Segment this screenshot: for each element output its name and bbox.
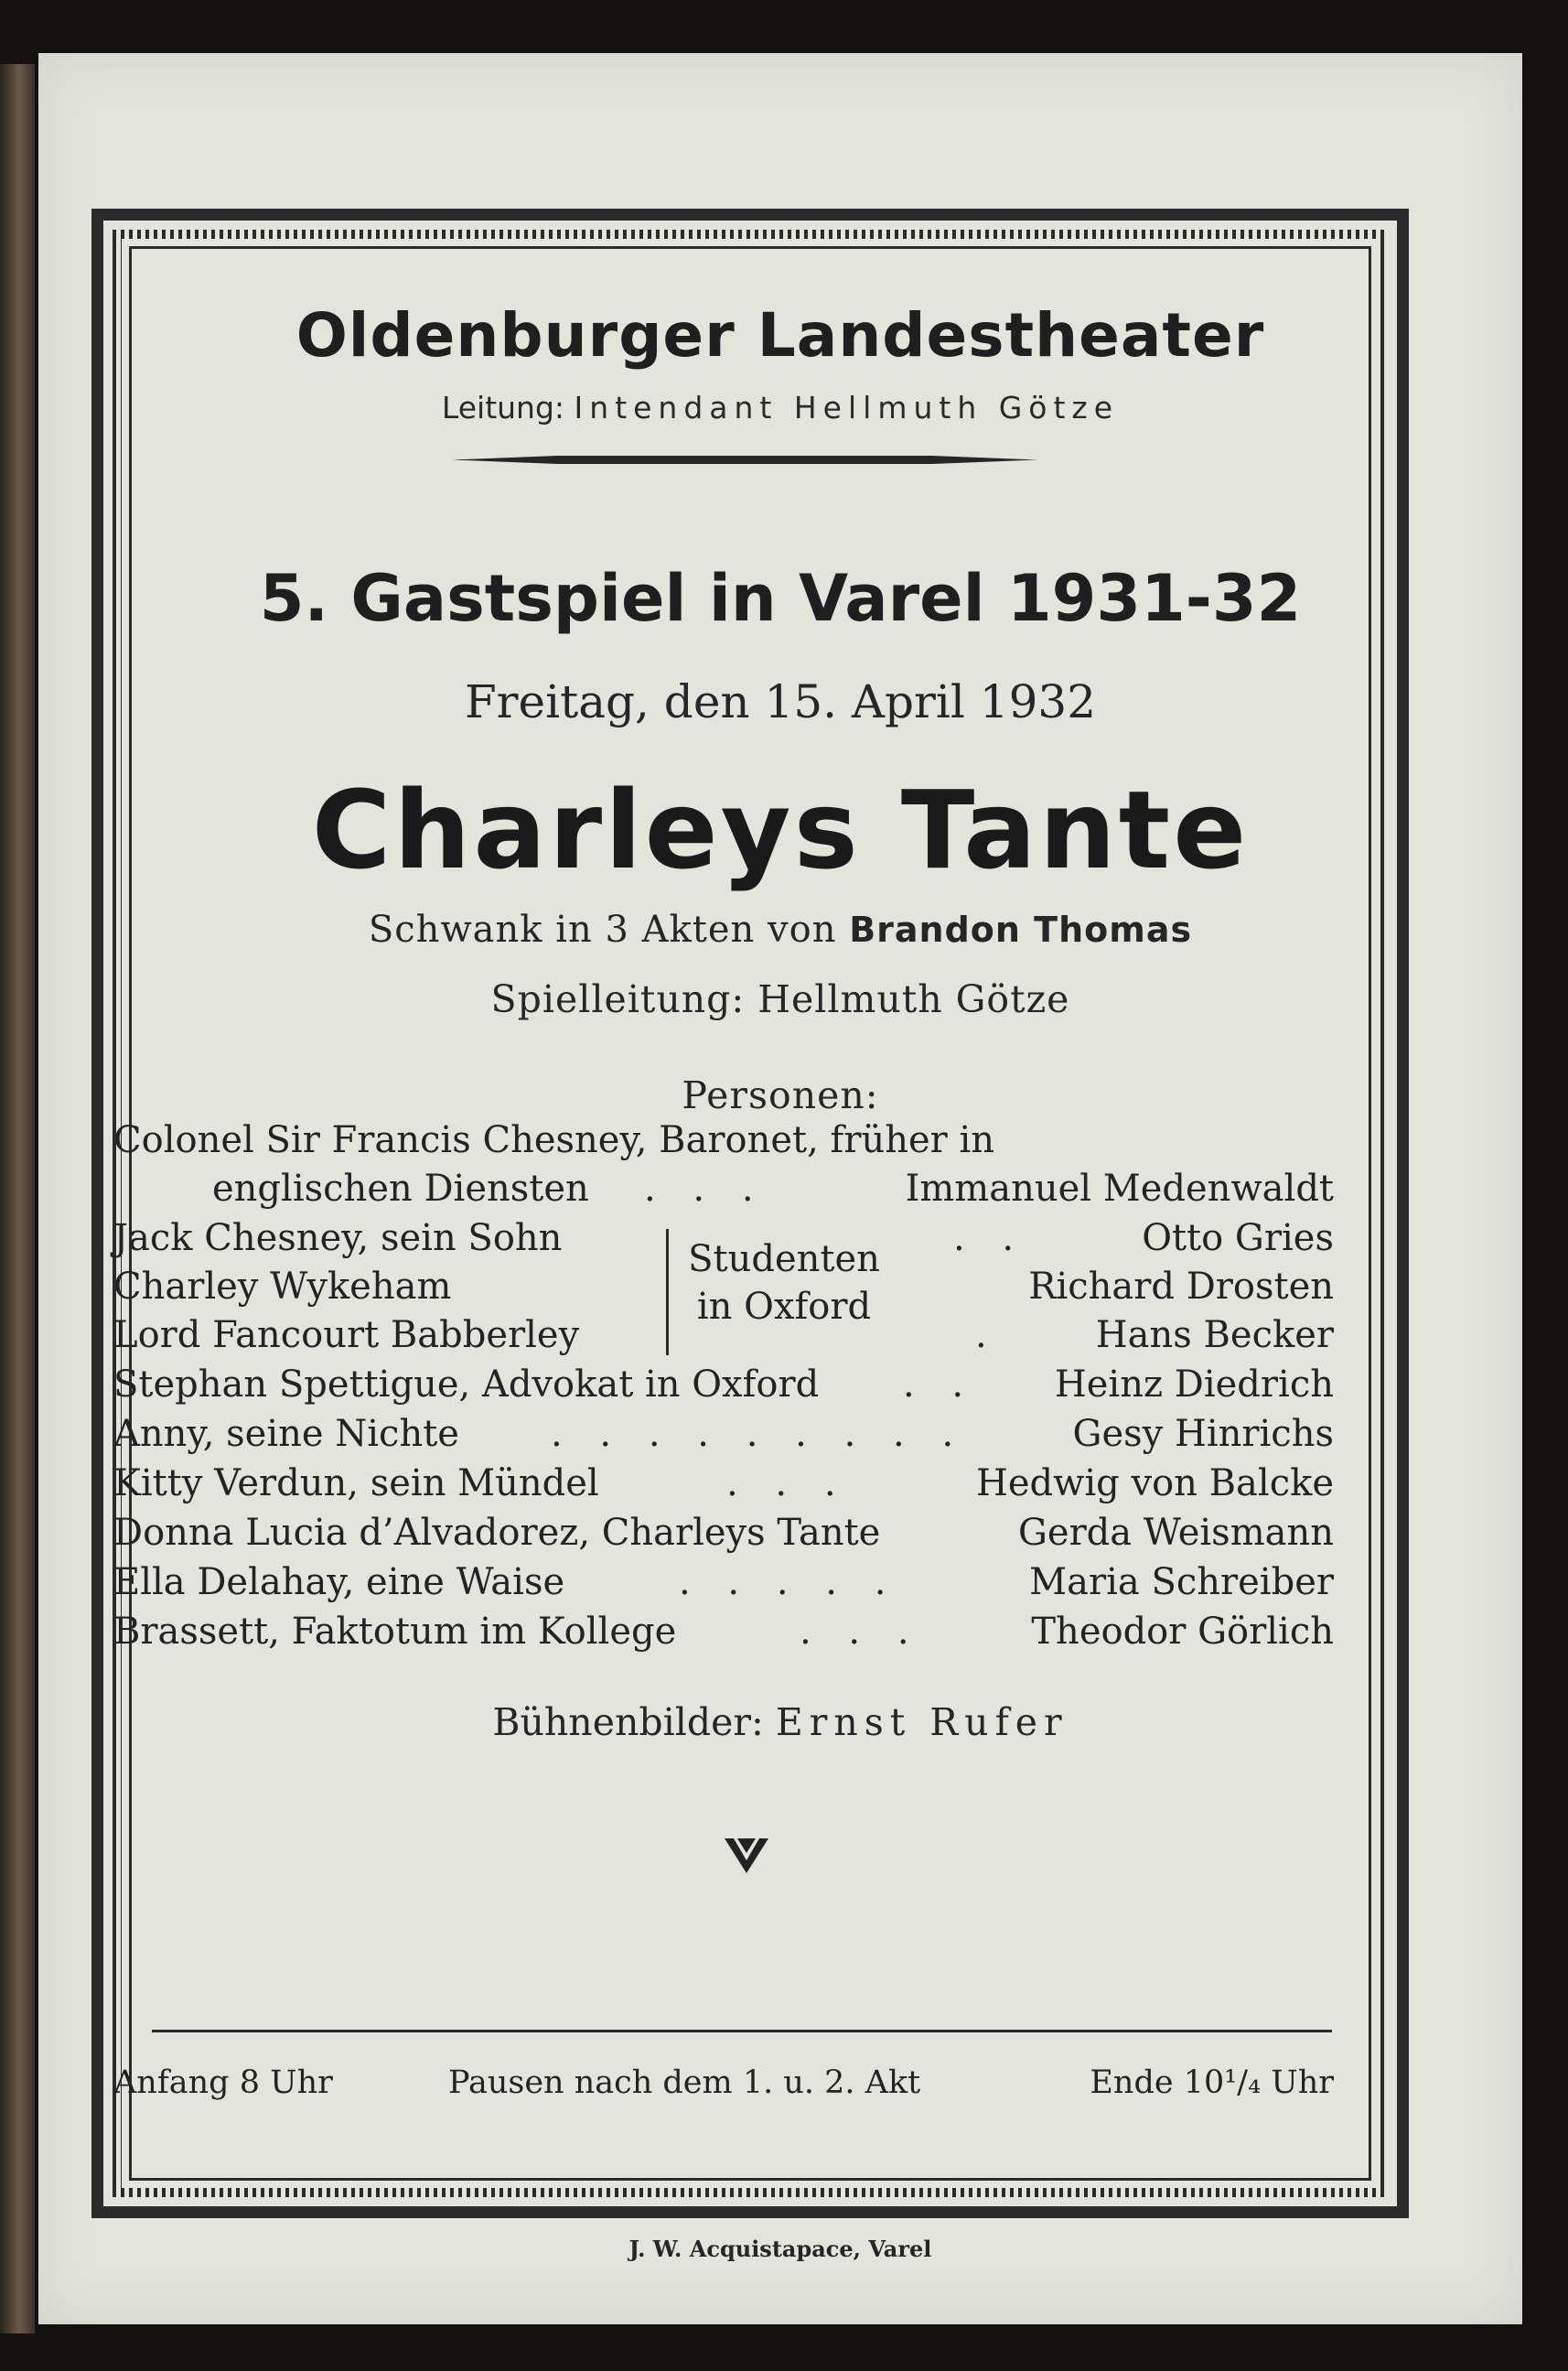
cast-actor-donna-lucia: Gerda Weismann bbox=[1017, 1512, 1334, 1554]
theater-name: Oldenburger Landestheater bbox=[295, 300, 1265, 371]
play-title: Charleys Tante bbox=[311, 767, 1250, 893]
cast-role-spettigue: Stephan Spettigue, Advokat in Oxford bbox=[113, 1363, 820, 1406]
ornament-icon bbox=[721, 1833, 772, 1877]
cast-role-donna-lucia: Donna Lucia d’Alvadorez, Charleys Tante bbox=[113, 1512, 881, 1554]
cast-actor-charley: Richard Drosten bbox=[1028, 1266, 1334, 1308]
program-page bbox=[38, 53, 1522, 2324]
cast-dots-jack: . . bbox=[953, 1217, 1027, 1259]
students-note-line-2: in Oxford bbox=[696, 1286, 872, 1328]
students-brace bbox=[666, 1229, 685, 1355]
cast-actor-ella: Maria Schreiber bbox=[1029, 1561, 1334, 1603]
cast-role-colonel-1: Colonel Sir Francis Chesney, Baronet, früher in bbox=[113, 1119, 995, 1161]
book-binding-edge bbox=[0, 64, 35, 2333]
buehnenbilder-name: Ernst Rufer bbox=[775, 1700, 1069, 1744]
cast-actor-fancourt: Hans Becker bbox=[1095, 1314, 1334, 1356]
leitung-name: Intendant Hellmuth Götze bbox=[574, 390, 1120, 426]
cast-role-colonel-2: englischen Diensten bbox=[212, 1168, 589, 1210]
ornamental-frame bbox=[91, 209, 1409, 2218]
cast-dots-fancourt: . bbox=[975, 1314, 1000, 1356]
tapered-rule bbox=[452, 456, 1037, 464]
buehnenbilder-label: Bühnenbilder: bbox=[492, 1700, 764, 1744]
genre-line bbox=[38, 909, 1522, 951]
cast-heading: Personen: bbox=[682, 1073, 879, 1117]
cast-dots-brassett: . . . bbox=[800, 1611, 922, 1653]
start-time: Anfang 8 Uhr bbox=[113, 2064, 333, 2101]
event-date: Freitag, den 15. April 1932 bbox=[464, 675, 1097, 728]
cast-dots-anny: . . . . . . . . . bbox=[551, 1413, 967, 1455]
cast-role-fancourt: Lord Fancourt Babberley bbox=[113, 1314, 580, 1356]
cast-actor-brassett: Theodor Görlich bbox=[1031, 1611, 1334, 1653]
cast-dots-kitty: . . . bbox=[726, 1462, 849, 1504]
frame-inner-line bbox=[129, 246, 1371, 2181]
leitung-line bbox=[38, 390, 1522, 426]
intermissions: Pausen nach dem 1. u. 2. Akt bbox=[448, 2064, 921, 2101]
spielleitung-line: Spielleitung: Hellmuth Götze bbox=[490, 977, 1070, 1021]
cast-role-kitty: Kitty Verdun, sein Mündel bbox=[113, 1462, 599, 1504]
cast-role-anny: Anny, seine Nichte bbox=[113, 1413, 459, 1455]
cast-actor-jack: Otto Gries bbox=[1142, 1217, 1334, 1259]
cast-actor-kitty: Hedwig von Balcke bbox=[975, 1462, 1334, 1504]
gastspiel-heading: 5. Gastspiel in Varel 1931-32 bbox=[259, 561, 1302, 636]
footer-rule bbox=[152, 2030, 1332, 2032]
cast-actor-colonel: Immanuel Medenwaldt bbox=[905, 1168, 1334, 1210]
cast-dots-colonel: . . . bbox=[644, 1168, 767, 1210]
cast-role-ella: Ella Delahay, eine Waise bbox=[113, 1561, 565, 1603]
printer-credit: J. W. Acquistapace, Varel bbox=[628, 2236, 932, 2262]
genre-text: Schwank in 3 Akten von bbox=[368, 909, 837, 951]
buehnenbilder-line bbox=[38, 1700, 1522, 1744]
leitung-label: Leitung: bbox=[441, 390, 565, 426]
author-name: Brandon Thomas bbox=[849, 910, 1193, 950]
cast-dots-ella: . . . . . bbox=[679, 1561, 899, 1603]
cast-role-charley: Charley Wykeham bbox=[113, 1266, 452, 1308]
end-time: Ende 10¹/₄ Uhr bbox=[1090, 2064, 1334, 2101]
cast-dots-spettigue: . . bbox=[903, 1363, 977, 1406]
cast-role-brassett: Brassett, Faktotum im Kollege bbox=[113, 1611, 677, 1653]
cast-actor-spettigue: Heinz Diedrich bbox=[1054, 1363, 1334, 1406]
students-note-line-1: Studenten bbox=[688, 1238, 880, 1280]
cast-role-jack: Jack Chesney, sein Sohn bbox=[113, 1217, 563, 1259]
students-note bbox=[688, 1235, 880, 1331]
cast-actor-anny: Gesy Hinrichs bbox=[1072, 1413, 1334, 1455]
